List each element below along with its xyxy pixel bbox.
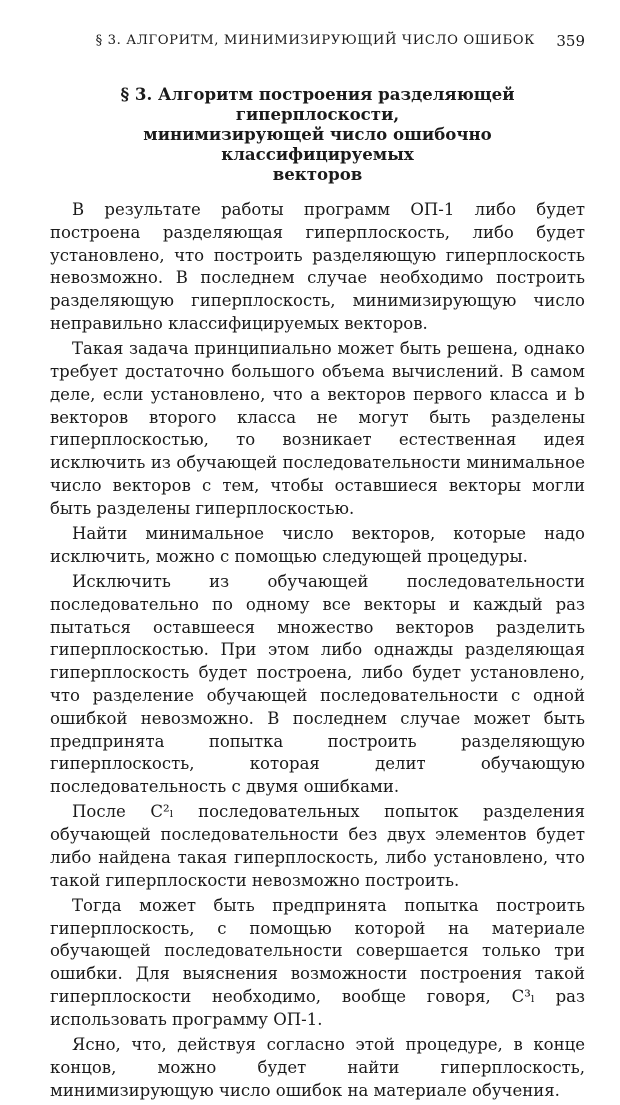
paragraph-5: После C²ₗ последовательных попыток разделения обучающей последовательности без двух элементов будет либо найдена такая гиперплоскость, либо установлено, что такой гиперплоскости невозможно построить. <box>50 802 585 890</box>
section-title-line-1: § 3. Алгоритм построения разделяющей гиперплоскости, <box>120 84 515 124</box>
paragraph-4: Исключить из обучающей последовательности последовательно по одному все векторы и каждый раз пытаться оставшееся множество векторов разделить гиперплоскостью. При этом либо однажды разделяющая гиперплоскость будет построена, либо будет установлено, что разделение обучающей последовательности с одной ошибкой невозможно. В последнем случае может быть предпринята попытка построить разделяющую гиперплоскость, которая делит обучающую последовательность с двумя ошибками. <box>50 571 585 797</box>
section-title <box>50 84 585 184</box>
paragraph-6: Тогда может быть предпринята попытка построить гиперплоскость, с помощью которой на материале обучающей последовательности совершается только три ошибки. Для выяснения возможности построения такой гиперплоскости необходимо, вообще говоря, C³ₗ раз использовать программу ОП-1. <box>50 895 585 1029</box>
running-head-title: § 3. АЛГОРИТМ, МИНИМИЗИРУЮЩИЙ ЧИСЛО ОШИБОК <box>95 33 535 48</box>
running-head <box>50 30 585 54</box>
paragraph-7: Ясно, что, действуя согласно этой процедуре, в конце концов, можно будет найти гиперплоскость, минимизирующую число ошибок на материале обучения. <box>50 1035 585 1100</box>
section-title-line-2: минимизирующей число ошибочно классифицируемых <box>143 124 492 164</box>
paragraph-1: В результате работы программ ОП-1 либо будет построена разделяющая гиперплоскость, либо будет установлено, что построить разделяющую гиперплоскость невозможно. В последнем случае необходимо построить разделяющую гиперплоскость, минимизирующую число неправильно классифицируемых векторов. <box>50 200 585 333</box>
book-page <box>50 30 585 1105</box>
section-title-line-3: векторов <box>272 164 363 184</box>
page-number: 359 <box>556 32 585 50</box>
body-text <box>50 199 585 1102</box>
paragraph-2: Такая задача принципиально может быть решена, однако требует достаточно большого объема вычислений. В самом деле, если установлено, что a векторов первого класса и b векторов второго класса не могут быть разделены гиперплоскостью, то возникает естественная идея исключить из обучающей последовательности минимальное число векторов с тем, чтобы оставшиеся векторы могли быть разделены гиперплоскостью. <box>50 339 585 518</box>
paragraph-3: Найти минимальное число векторов, которые надо исключить, можно с помощью следующей процедуры. <box>50 523 585 566</box>
